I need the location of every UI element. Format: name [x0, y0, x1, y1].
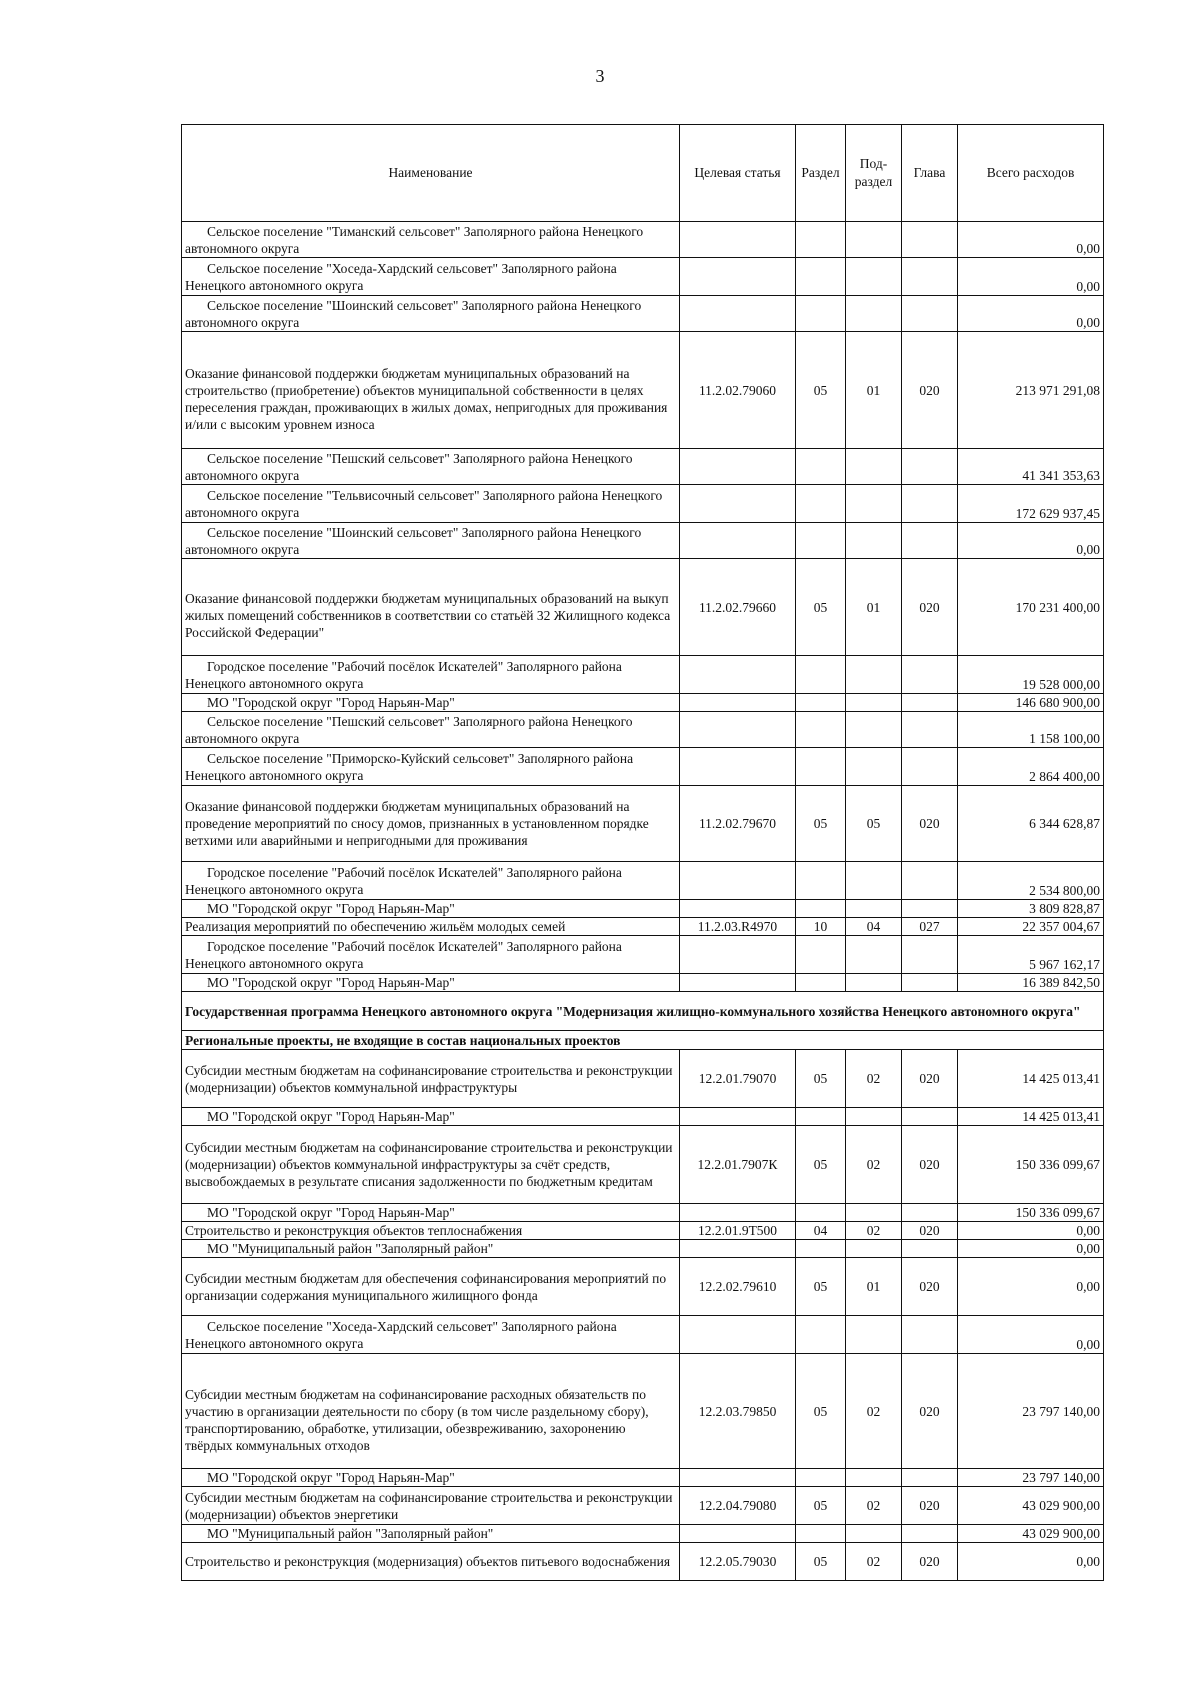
row-code-cell: 12.2.01.7907К: [680, 1126, 796, 1204]
row-section-cell: [796, 1469, 846, 1487]
table-row: [182, 1258, 1104, 1316]
row-section-cell: [796, 1316, 846, 1354]
row-total-cell: 213 971 291,08: [958, 332, 1104, 449]
row-name-cell: МО "Городской округ "Город Нарьян-Мар": [182, 974, 680, 992]
row-subsection-cell: [846, 222, 902, 258]
row-section-cell: 05: [796, 1487, 846, 1525]
table-row: [182, 1487, 1104, 1525]
row-section-cell: 05: [796, 1258, 846, 1316]
row-section-cell: [796, 485, 846, 523]
row-subsection-cell: [846, 1240, 902, 1258]
row-chapter-cell: [902, 1204, 958, 1222]
table-row: [182, 900, 1104, 918]
row-code-cell: [680, 1469, 796, 1487]
row-total-cell: 41 341 353,63: [958, 449, 1104, 485]
row-total-cell: 23 797 140,00: [958, 1469, 1104, 1487]
row-code-cell: 12.2.03.79850: [680, 1354, 796, 1469]
row-chapter-cell: [902, 523, 958, 559]
program-heading: Государственная программа Ненецкого автономного округа "Модернизация жилищно-коммунального хозяйства Ненецкого автономного округа": [182, 992, 1104, 1031]
row-subsection-cell: 02: [846, 1222, 902, 1240]
row-chapter-cell: [902, 862, 958, 900]
row-subsection-cell: [846, 862, 902, 900]
row-code-cell: [680, 862, 796, 900]
table-row: [182, 296, 1104, 332]
row-section-cell: [796, 258, 846, 296]
row-subsection-cell: [846, 974, 902, 992]
row-total-cell: 0,00: [958, 296, 1104, 332]
row-section-cell: 05: [796, 1543, 846, 1581]
row-total-cell: 2 864 400,00: [958, 748, 1104, 786]
row-name-cell: МО "Городской округ "Город Нарьян-Мар": [182, 1469, 680, 1487]
row-name-cell: Строительство и реконструкция (модернизация) объектов питьевого водоснабжения: [182, 1543, 680, 1581]
row-name-cell: Сельское поселение "Хоседа-Хардский сельсовет" Заполярного района Ненецкого автономного округа: [182, 1316, 680, 1354]
row-name-cell: Субсидии местным бюджетам на софинансирование строительства и реконструкции (модернизации) объектов коммунальной инфраструктуры за счёт средств, высвобождаемых в результате списания задолженности по бюджетным кредитам: [182, 1126, 680, 1204]
row-chapter-cell: [902, 656, 958, 694]
row-total-cell: 0,00: [958, 1222, 1104, 1240]
row-total-cell: 1 158 100,00: [958, 712, 1104, 748]
page-number: 3: [595, 66, 605, 86]
row-section-cell: [796, 1108, 846, 1126]
row-name-cell: Субсидии местным бюджетам на софинансирование строительства и реконструкции (модернизации) объектов коммунальной инфраструктуры: [182, 1050, 680, 1108]
row-section-cell: [796, 862, 846, 900]
row-chapter-cell: [902, 449, 958, 485]
row-subsection-cell: 02: [846, 1487, 902, 1525]
row-subsection-cell: [846, 449, 902, 485]
row-total-cell: 0,00: [958, 1543, 1104, 1581]
row-subsection-cell: 02: [846, 1543, 902, 1581]
row-section-cell: 05: [796, 332, 846, 449]
row-name-cell: Оказание финансовой поддержки бюджетам муниципальных образований на проведение мероприятий по сносу домов, признанных в установленном порядке ветхими или аварийными и непригодными для проживания: [182, 786, 680, 862]
table-row: [182, 1354, 1104, 1469]
row-section-cell: 05: [796, 1354, 846, 1469]
row-code-cell: [680, 1240, 796, 1258]
row-code-cell: [680, 258, 796, 296]
row-code-cell: [680, 694, 796, 712]
row-code-cell: [680, 1108, 796, 1126]
row-chapter-cell: [902, 1316, 958, 1354]
row-total-cell: 170 231 400,00: [958, 559, 1104, 656]
table-row: [182, 1543, 1104, 1581]
table-row: [182, 222, 1104, 258]
row-subsection-cell: [846, 748, 902, 786]
row-subsection-cell: [846, 296, 902, 332]
row-code-cell: [680, 485, 796, 523]
row-section-cell: [796, 222, 846, 258]
table-row: [182, 712, 1104, 748]
row-code-cell: [680, 1204, 796, 1222]
row-section-cell: 05: [796, 786, 846, 862]
row-chapter-cell: 020: [902, 332, 958, 449]
row-section-cell: [796, 974, 846, 992]
row-subsection-cell: [846, 1469, 902, 1487]
row-code-cell: [680, 523, 796, 559]
row-chapter-cell: [902, 1469, 958, 1487]
table-row: [182, 1108, 1104, 1126]
row-name-cell: Городское поселение "Рабочий посёлок Искателей" Заполярного района Ненецкого автономного округа: [182, 656, 680, 694]
table-row: [182, 1050, 1104, 1108]
row-name-cell: Сельское поселение "Шоинский сельсовет" Заполярного района Ненецкого автономного округа: [182, 523, 680, 559]
row-chapter-cell: [902, 1108, 958, 1126]
row-section-cell: 04: [796, 1222, 846, 1240]
table-row: [182, 523, 1104, 559]
row-chapter-cell: [902, 694, 958, 712]
row-section-cell: 05: [796, 1050, 846, 1108]
table-row: [182, 656, 1104, 694]
row-name-cell: МО "Муниципальный район "Заполярный район": [182, 1525, 680, 1543]
row-chapter-cell: 020: [902, 1222, 958, 1240]
row-subsection-cell: 02: [846, 1050, 902, 1108]
row-subsection-cell: 01: [846, 332, 902, 449]
table-row: [182, 936, 1104, 974]
row-total-cell: 146 680 900,00: [958, 694, 1104, 712]
row-chapter-cell: 020: [902, 1126, 958, 1204]
table-body-headings: [182, 992, 1104, 1050]
row-total-cell: 0,00: [958, 222, 1104, 258]
row-chapter-cell: [902, 1240, 958, 1258]
col-header-code: Целевая статья: [680, 125, 796, 222]
row-name-cell: МО "Городской округ "Город Нарьян-Мар": [182, 1204, 680, 1222]
row-code-cell: 12.2.02.79610: [680, 1258, 796, 1316]
row-subsection-cell: [846, 485, 902, 523]
table-row: [182, 1469, 1104, 1487]
row-section-cell: [796, 1204, 846, 1222]
row-name-cell: МО "Городской округ "Город Нарьян-Мар": [182, 694, 680, 712]
row-code-cell: [680, 712, 796, 748]
row-name-cell: МО "Городской округ "Город Нарьян-Мар": [182, 900, 680, 918]
row-total-cell: 43 029 900,00: [958, 1487, 1104, 1525]
row-chapter-cell: [902, 258, 958, 296]
row-code-cell: 12.2.04.79080: [680, 1487, 796, 1525]
row-section-cell: [796, 656, 846, 694]
row-total-cell: 0,00: [958, 258, 1104, 296]
row-name-cell: Городское поселение "Рабочий посёлок Искателей" Заполярного района Ненецкого автономного округа: [182, 862, 680, 900]
table-body-part1: [182, 222, 1104, 992]
row-code-cell: 11.2.02.79060: [680, 332, 796, 449]
row-name-cell: Сельское поселение "Хоседа-Хардский сельсовет" Заполярного района Ненецкого автономного округа: [182, 258, 680, 296]
row-code-cell: 11.2.02.79660: [680, 559, 796, 656]
row-chapter-cell: [902, 1525, 958, 1543]
row-code-cell: [680, 222, 796, 258]
row-subsection-cell: 05: [846, 786, 902, 862]
row-total-cell: 16 389 842,50: [958, 974, 1104, 992]
row-chapter-cell: 020: [902, 559, 958, 656]
row-section-cell: 05: [796, 559, 846, 656]
row-total-cell: 14 425 013,41: [958, 1050, 1104, 1108]
table-row: [182, 1204, 1104, 1222]
row-subsection-cell: [846, 1204, 902, 1222]
row-subsection-cell: [846, 1316, 902, 1354]
row-chapter-cell: [902, 936, 958, 974]
row-name-cell: Сельское поселение "Пешский сельсовет" Заполярного района Ненецкого автономного округа: [182, 712, 680, 748]
col-header-total: Всего расходов: [958, 125, 1104, 222]
row-name-cell: Субсидии местным бюджетам на софинансирование расходных обязательств по участию в организации деятельности по сбору (в том числе раздельному сбору), транспортированию, обработке, утилизации, обезвреживанию, захоронению твёрдых коммунальных отходов: [182, 1354, 680, 1469]
table-row: [182, 694, 1104, 712]
row-section-cell: 10: [796, 918, 846, 936]
row-chapter-cell: [902, 748, 958, 786]
row-name-cell: Сельское поселение "Тельвисочный сельсовет" Заполярного района Ненецкого автономного округа: [182, 485, 680, 523]
row-chapter-cell: [902, 485, 958, 523]
row-chapter-cell: 027: [902, 918, 958, 936]
row-chapter-cell: [902, 974, 958, 992]
table-row: [182, 786, 1104, 862]
row-name-cell: МО "Городской округ "Город Нарьян-Мар": [182, 1108, 680, 1126]
row-total-cell: 3 809 828,87: [958, 900, 1104, 918]
table-row: [182, 918, 1104, 936]
table-body-part2: [182, 1050, 1104, 1581]
row-section-cell: [796, 449, 846, 485]
table-row: [182, 1222, 1104, 1240]
row-section-cell: [796, 936, 846, 974]
row-total-cell: 0,00: [958, 1316, 1104, 1354]
table-row: [182, 485, 1104, 523]
row-total-cell: 5 967 162,17: [958, 936, 1104, 974]
col-header-section: Раздел: [796, 125, 846, 222]
row-code-cell: 12.2.05.79030: [680, 1543, 796, 1581]
table-row: [182, 974, 1104, 992]
row-subsection-cell: [846, 900, 902, 918]
row-name-cell: Оказание финансовой поддержки бюджетам муниципальных образований на выкуп жилых помещений собственников в соответствии со статьёй 32 Жилищного кодекса Российской Федерации": [182, 559, 680, 656]
program-heading-row: [182, 992, 1104, 1031]
row-subsection-cell: [846, 694, 902, 712]
row-chapter-cell: 020: [902, 1258, 958, 1316]
row-section-cell: [796, 296, 846, 332]
table-row: [182, 748, 1104, 786]
row-code-cell: [680, 449, 796, 485]
row-code-cell: [680, 296, 796, 332]
row-code-cell: [680, 900, 796, 918]
row-code-cell: [680, 974, 796, 992]
row-total-cell: 22 357 004,67: [958, 918, 1104, 936]
row-chapter-cell: 020: [902, 1543, 958, 1581]
header-row: [182, 125, 1104, 222]
row-total-cell: 150 336 099,67: [958, 1126, 1104, 1204]
row-code-cell: 12.2.01.9Т500: [680, 1222, 796, 1240]
row-total-cell: 172 629 937,45: [958, 485, 1104, 523]
row-name-cell: Оказание финансовой поддержки бюджетам муниципальных образований на строительство (приобретение) объектов муниципальной собственности в целях переселения граждан, проживающих в жилых домах, непригодных для проживания и/или с высоким уровнем износа: [182, 332, 680, 449]
row-code-cell: 11.2.03.R4970: [680, 918, 796, 936]
row-total-cell: 23 797 140,00: [958, 1354, 1104, 1469]
table-row: [182, 559, 1104, 656]
row-name-cell: Реализация мероприятий по обеспечению жильём молодых семей: [182, 918, 680, 936]
table-row: [182, 862, 1104, 900]
row-section-cell: [796, 523, 846, 559]
row-total-cell: 0,00: [958, 1258, 1104, 1316]
row-name-cell: Сельское поселение "Тиманский сельсовет" Заполярного района Ненецкого автономного округа: [182, 222, 680, 258]
row-chapter-cell: [902, 222, 958, 258]
row-chapter-cell: 020: [902, 786, 958, 862]
row-subsection-cell: [846, 936, 902, 974]
row-total-cell: 2 534 800,00: [958, 862, 1104, 900]
row-section-cell: 05: [796, 1126, 846, 1204]
row-name-cell: Субсидии местным бюджетам на софинансирование строительства и реконструкции (модернизации) объектов энергетики: [182, 1487, 680, 1525]
row-code-cell: 11.2.02.79670: [680, 786, 796, 862]
col-header-name: Наименование: [182, 125, 680, 222]
row-name-cell: Сельское поселение "Приморско-Куйский сельсовет" Заполярного района Ненецкого автономного округа: [182, 748, 680, 786]
col-header-chapter: Глава: [902, 125, 958, 222]
row-total-cell: 14 425 013,41: [958, 1108, 1104, 1126]
budget-table: [181, 124, 1104, 1581]
row-total-cell: 19 528 000,00: [958, 656, 1104, 694]
row-code-cell: [680, 748, 796, 786]
row-subsection-cell: [846, 523, 902, 559]
row-code-cell: 12.2.01.79070: [680, 1050, 796, 1108]
regional-heading: Региональные проекты, не входящие в состав национальных проектов: [182, 1031, 1104, 1050]
row-chapter-cell: [902, 900, 958, 918]
row-chapter-cell: 020: [902, 1354, 958, 1469]
table-row: [182, 332, 1104, 449]
table-row: [182, 1240, 1104, 1258]
row-code-cell: [680, 936, 796, 974]
row-name-cell: МО "Муниципальный район "Заполярный район": [182, 1240, 680, 1258]
row-subsection-cell: 04: [846, 918, 902, 936]
row-subsection-cell: [846, 1108, 902, 1126]
row-name-cell: Городское поселение "Рабочий посёлок Искателей" Заполярного района Ненецкого автономного округа: [182, 936, 680, 974]
row-total-cell: 0,00: [958, 523, 1104, 559]
col-header-subsection: [846, 125, 902, 222]
table-row: [182, 258, 1104, 296]
row-chapter-cell: 020: [902, 1487, 958, 1525]
row-total-cell: 43 029 900,00: [958, 1525, 1104, 1543]
row-code-cell: [680, 1525, 796, 1543]
row-name-cell: Субсидии местным бюджетам для обеспечения софинансирования мероприятий по организации содержания муниципального жилищного фонда: [182, 1258, 680, 1316]
row-chapter-cell: [902, 712, 958, 748]
row-subsection-cell: 02: [846, 1354, 902, 1469]
regional-heading-row: [182, 1031, 1104, 1050]
row-section-cell: [796, 1525, 846, 1543]
row-subsection-cell: [846, 258, 902, 296]
row-subsection-cell: [846, 712, 902, 748]
row-section-cell: [796, 694, 846, 712]
table-row: [182, 1525, 1104, 1543]
row-section-cell: [796, 712, 846, 748]
row-subsection-cell: 02: [846, 1126, 902, 1204]
row-total-cell: 0,00: [958, 1240, 1104, 1258]
row-name-cell: Сельское поселение "Пешский сельсовет" Заполярного района Ненецкого автономного округа: [182, 449, 680, 485]
row-chapter-cell: 020: [902, 1050, 958, 1108]
row-subsection-cell: [846, 656, 902, 694]
row-subsection-cell: 01: [846, 1258, 902, 1316]
row-section-cell: [796, 748, 846, 786]
table-row: [182, 1126, 1104, 1204]
row-subsection-cell: [846, 1525, 902, 1543]
row-code-cell: [680, 1316, 796, 1354]
row-section-cell: [796, 1240, 846, 1258]
row-name-cell: Сельское поселение "Шоинский сельсовет" Заполярного района Ненецкого автономного округа: [182, 296, 680, 332]
row-code-cell: [680, 656, 796, 694]
table-row: [182, 449, 1104, 485]
row-subsection-cell: 01: [846, 559, 902, 656]
row-chapter-cell: [902, 296, 958, 332]
row-total-cell: 6 344 628,87: [958, 786, 1104, 862]
table-row: [182, 1316, 1104, 1354]
col-header-subsection-text: Под- раздел: [854, 156, 893, 189]
row-total-cell: 150 336 099,67: [958, 1204, 1104, 1222]
row-name-cell: Строительство и реконструкция объектов теплоснабжения: [182, 1222, 680, 1240]
row-section-cell: [796, 900, 846, 918]
